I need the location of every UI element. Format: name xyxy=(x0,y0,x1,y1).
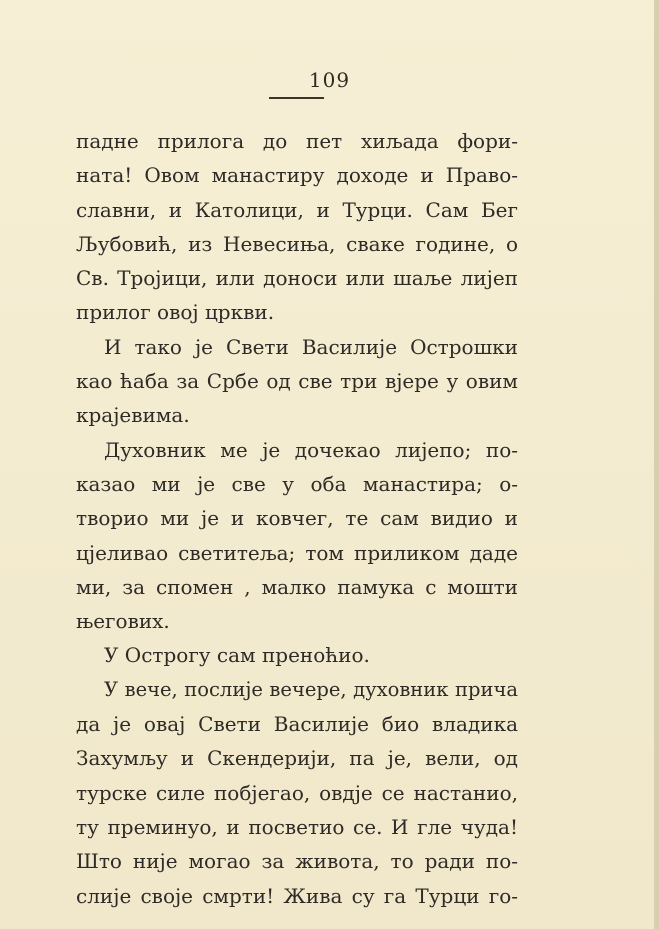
text-line: његових. xyxy=(76,609,170,634)
text-line: турске силе побјегао, овдје се настанио, xyxy=(76,780,518,805)
page-number: 109 xyxy=(308,68,351,92)
text-line: цјеливао светитеља; том приликом даде xyxy=(76,540,518,565)
text-line: као ћаба за Србе од све три вјере у овим xyxy=(76,369,518,394)
text-line: У Острогу сам преноћио. xyxy=(104,643,370,668)
text-line: Што није могао за живота, то ради по- xyxy=(76,849,518,874)
text-line: прилог овој цркви. xyxy=(76,300,275,325)
text-line: ната! Овом манастиру доходе и Право- xyxy=(76,163,518,188)
text-line: крајевима. xyxy=(76,403,190,428)
page-edge xyxy=(654,0,659,929)
text-line: ми, за спомен , малко памука с мошти xyxy=(76,574,518,599)
page-number-underline xyxy=(269,97,324,99)
text-line: ту преминуо, и посветио се. И гле чуда! xyxy=(76,814,518,839)
body-text xyxy=(76,124,518,913)
text-line: Духовник ме је дочекао лијепо; по- xyxy=(104,437,518,462)
text-line: Захумљу и Скендерији, па је, вели, од xyxy=(76,746,518,771)
text-line: да је овај Свети Василије био владика xyxy=(76,712,518,737)
text-line: Св. Тројици, или доноси или шаље лијеп xyxy=(76,266,518,291)
text-line: слије своје смрти! Жива су га Турци го- xyxy=(76,883,518,908)
text-line: славни, и Католици, и Турци. Сам Бег xyxy=(76,197,518,222)
text-line: И тако је Свети Василије Острошки xyxy=(104,334,518,359)
text-line: У вече, послије вечере, духовник прича xyxy=(104,677,518,701)
text-line: падне прилога до пет хиљада фори- xyxy=(76,129,518,153)
text-line: Љубовић, из Невесиња, сваке године, о xyxy=(76,231,518,256)
text-line: творио ми је и ковчег, те сам видио и xyxy=(76,506,518,531)
text-line: казао ми је све у оба манастира; о- xyxy=(76,471,518,496)
